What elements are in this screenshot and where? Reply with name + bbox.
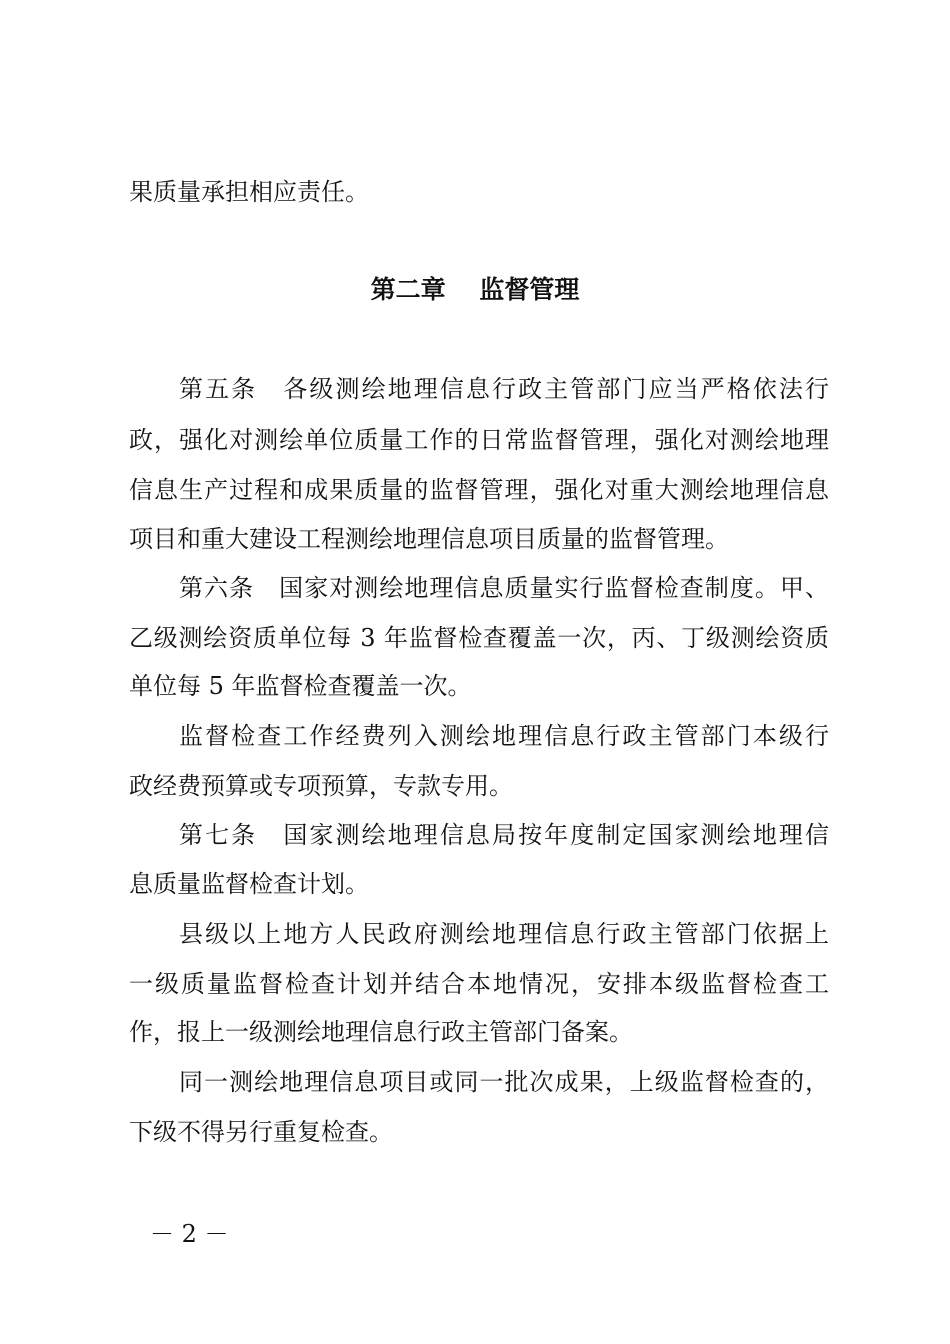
paragraph-line: 第六条 国家对测绘地理信息质量实行监督检查制度。甲、 (179, 574, 829, 602)
paragraph-line: 县级以上地方人民政府测绘地理信息行政主管部门依据上 (179, 920, 829, 948)
continued-text-line: 果质量承担相应责任。 (129, 178, 369, 206)
paragraph-line: 监督检查工作经费列入测绘地理信息行政主管部门本级行 (179, 722, 829, 750)
paragraph-line: 一级质量监督检查计划并结合本地情况，安排本级监督检查工 (129, 970, 829, 998)
chapter-heading: 第二章 监督管理 (370, 275, 580, 304)
paragraph-line: 项目和重大建设工程测绘地理信息项目质量的监督管理。 (129, 525, 729, 553)
paragraph-line: 息质量监督检查计划。 (129, 870, 369, 898)
paragraph-line: 作，报上一级测绘地理信息行政主管部门备案。 (129, 1018, 633, 1046)
paragraph-line: 信息生产过程和成果质量的监督管理，强化对重大测绘地理信息 (129, 476, 829, 504)
paragraph-line: 政，强化对测绘单位质量工作的日常监督管理，强化对测绘地理 (129, 426, 829, 454)
paragraph-line: 单位每 5 年监督检查覆盖一次。 (129, 672, 472, 700)
paragraph-line: 下级不得另行重复检查。 (129, 1118, 393, 1146)
paragraph-line: 第五条 各级测绘地理信息行政主管部门应当严格依法行 (179, 375, 829, 403)
paragraph-line: 政经费预算或专项预算，专款专用。 (129, 772, 513, 800)
paragraph-line: 第七条 国家测绘地理信息局按年度制定国家测绘地理信 (179, 821, 829, 849)
page-number: － 2 － (150, 1220, 229, 1248)
paragraph-line: 同一测绘地理信息项目或同一批次成果，上级监督检查的， (179, 1068, 829, 1096)
paragraph-line: 乙级测绘资质单位每 3 年监督检查覆盖一次，丙、丁级测绘资质 (129, 624, 829, 652)
